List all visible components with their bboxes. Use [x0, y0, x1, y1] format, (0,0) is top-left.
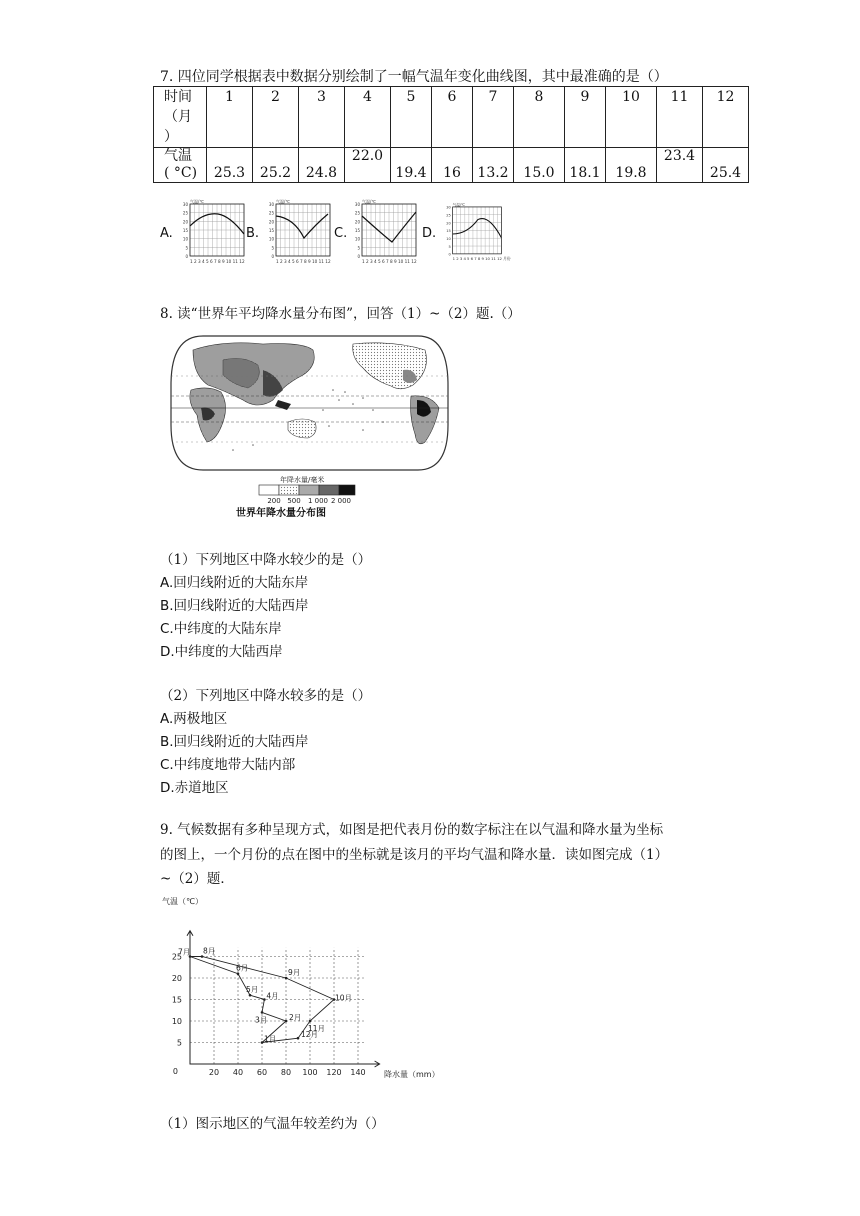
q8-sub1-option-c[interactable]: C.中纬度的大陆东岸: [160, 621, 282, 637]
option-c-label[interactable]: C.: [334, 226, 348, 241]
q9-para-line-3: ~（2）题．: [160, 871, 234, 887]
month-value: 11: [670, 89, 689, 105]
mini-ytick: 10: [268, 236, 274, 242]
month-point-label: 9月: [288, 968, 301, 977]
temp-label-unit: ( °C): [164, 165, 198, 181]
x-tick-label: 20: [208, 1068, 220, 1077]
q8-sub1-option-d[interactable]: D.中纬度的大陆西岸: [160, 644, 283, 660]
q8-sub1-option-b[interactable]: B.回归线附近的大陆西岸: [160, 598, 309, 614]
temp-value: 18.1: [569, 165, 601, 181]
mini-ytick: 15: [182, 228, 188, 233]
x-tick-label: 80: [280, 1068, 292, 1077]
temp-cell-5: [391, 148, 432, 183]
option-d-label[interactable]: D.: [422, 226, 437, 241]
mini-ylabel: 气温/℃: [362, 199, 376, 204]
month-point-label: 12月: [301, 1030, 319, 1040]
mini-ytick: 5: [448, 244, 451, 249]
month-value: 2: [271, 89, 280, 105]
legend-swatch-3: [299, 485, 319, 495]
legend-swatch-4: [319, 485, 339, 495]
month-value: 10: [622, 89, 640, 105]
temp-value: 13.2: [477, 165, 509, 181]
y-tick-label: 15: [171, 995, 182, 1005]
month-cell-3: [299, 87, 345, 148]
temp-value: 25.2: [259, 165, 292, 181]
month-point-label: 2月: [289, 1013, 302, 1022]
question-8-title: 8. 读“世界年平均降水量分布图”，回答（1）~（2）题.（）: [160, 306, 521, 322]
climate-scatter-chart: [160, 892, 440, 1086]
temp-cell-1: [207, 148, 253, 183]
option-d-chart[interactable]: [440, 198, 514, 270]
month-point: [263, 998, 266, 1001]
mini-ytick: 25: [446, 213, 451, 218]
month-value: 7: [488, 89, 498, 105]
mini-xticks: 1 2 3 4 5 6 7 8 9 10 11 12: [276, 259, 331, 264]
month-point-label: 8月: [203, 946, 216, 956]
mini-ytick: 10: [354, 236, 360, 242]
option-b-chart[interactable]: [262, 198, 336, 270]
mini-ytick: 15: [268, 228, 274, 233]
q8-sub2-option-c[interactable]: C.中纬度地带大陆内部: [160, 757, 296, 773]
table-header-time: [154, 87, 207, 148]
month-point: [261, 1011, 264, 1014]
q8-sub2-option-d[interactable]: D.赤道地区: [160, 780, 229, 796]
x-tick-label: 140: [350, 1068, 366, 1077]
y-tick-label: 5: [176, 1038, 182, 1048]
mini-ytick: 15: [446, 229, 451, 234]
mini-ylabel: 气温/℃: [452, 203, 466, 208]
mini-ylabel: 气温/℃: [276, 199, 290, 204]
mini-ytick: 30: [446, 205, 451, 210]
mini-temperature-curve: [276, 214, 328, 238]
mini-ytick: 5: [357, 245, 360, 251]
month-cell-2: [253, 87, 299, 148]
option-a-label[interactable]: A.: [160, 226, 173, 241]
month-cell-1: [207, 87, 253, 148]
temp-value: 25.3: [213, 165, 246, 181]
temp-cell-6: [432, 148, 473, 183]
chart-xlabel: 降水量（mm）: [384, 1070, 440, 1079]
month-cell-5: [391, 87, 432, 148]
q8-sub2-option-b[interactable]: B.回归线附近的大陆西岸: [160, 734, 309, 750]
table-header-temp: [154, 148, 207, 183]
x-tick-label: 120: [326, 1068, 342, 1077]
chart-ylabel: 气温（℃）: [162, 897, 203, 906]
mini-ytick: 10: [446, 237, 451, 242]
month-value: 1: [225, 89, 234, 105]
temp-value: 23.4: [663, 148, 696, 164]
temp-cell-8: [514, 148, 565, 183]
month-point-label: 11月: [308, 1024, 326, 1033]
month-point: [297, 1037, 300, 1040]
q9-sub1-question: （1）图示地区的气温年较差约为（）: [160, 1116, 385, 1132]
month-value: 9: [580, 89, 590, 105]
month-value: 4: [363, 89, 372, 105]
y-tick-label: 25: [171, 952, 182, 962]
q8-sub2-option-a[interactable]: A.两极地区: [160, 711, 228, 727]
legend-swatch-1: [259, 485, 279, 495]
mini-ytick: 25: [182, 210, 188, 216]
mini-ytick: 20: [268, 219, 274, 225]
mini-ytick: 0: [185, 254, 188, 259]
month-point-label: 4月: [266, 991, 279, 1001]
option-a-chart[interactable]: [176, 198, 250, 270]
mini-ytick: 30: [268, 202, 274, 207]
month-cell-7: [473, 87, 514, 148]
temp-cell-3: [299, 148, 345, 183]
temp-label: 气温: [164, 148, 192, 164]
month-value: 5: [406, 89, 416, 105]
legend-swatch-5: [339, 485, 355, 495]
temp-cell-7: [473, 148, 514, 183]
mini-xticks: 1 2 3 4 5 6 7 8 9 10 11 12: [190, 259, 245, 264]
temp-cell-12: [703, 148, 749, 183]
month-point-label: 7月: [178, 947, 191, 957]
mini-ytick: 10: [182, 236, 188, 242]
mini-ytick: 15: [354, 228, 360, 233]
month-point: [285, 1020, 288, 1023]
question-7-title: 7. 四位同学根据表中数据分别绘制了一幅气温年变化曲线图，其中最准确的是（）: [160, 69, 668, 85]
time-label-close: ）: [164, 129, 178, 145]
month-point: [249, 994, 252, 997]
y-tick-label: 0: [172, 1067, 178, 1076]
month-cell-9: [565, 87, 606, 148]
legend-tick-1000: 1 000: [307, 497, 329, 505]
month-value: 8: [534, 89, 544, 105]
month-value: 6: [447, 89, 457, 105]
temp-value: 22.0: [351, 148, 384, 164]
month-value: 12: [716, 89, 735, 105]
mini-ytick: 20: [182, 219, 188, 225]
temp-value: 19.8: [615, 165, 647, 181]
y-tick-label: 20: [171, 974, 182, 983]
legend-tick-200: 200: [267, 497, 281, 505]
legend-tick-500: 500: [287, 497, 301, 505]
month-value: 3: [317, 89, 326, 105]
mini-ytick: 30: [354, 202, 360, 207]
map-legend-title: 年降水量/毫米: [280, 476, 325, 484]
month-cell-8: [514, 87, 565, 148]
q8-sub1-option-a[interactable]: A.回归线附近的大陆东岸: [160, 575, 309, 591]
month-point: [285, 977, 288, 980]
mini-ylabel: 气温/℃: [190, 199, 204, 204]
legend-swatch-2: [279, 485, 299, 495]
month-cell-4: [345, 87, 391, 148]
temp-cell-9: [565, 148, 606, 183]
month-point-label: 5月: [246, 985, 259, 995]
month-point-label: 6月: [236, 963, 249, 973]
mini-ytick: 25: [268, 210, 274, 216]
month-cell-6: [432, 87, 473, 148]
time-label: 时间: [164, 89, 192, 105]
legend-tick-2000: 2 000: [330, 497, 352, 505]
mini-ytick: 0: [271, 254, 274, 259]
temp-cell-11: [657, 148, 703, 183]
month-point-label: 3月: [255, 1015, 268, 1025]
q9-para-line-1: 9. 气候数据有多种呈现方式，如图是把代表月份的数字标注在以气温和降水量为坐标: [160, 822, 664, 838]
mini-ytick: 30: [182, 202, 188, 207]
month-point: [309, 1020, 312, 1023]
temp-value: 25.4: [709, 165, 742, 181]
mini-ytick: 5: [271, 245, 274, 251]
month-point: [201, 955, 204, 958]
month-cell-10: [606, 87, 657, 148]
mini-ytick: 20: [354, 219, 360, 225]
temp-value: 15.0: [523, 165, 555, 181]
q8-sub1-question: （1）下列地区中降水较少的是（）: [160, 552, 372, 568]
temp-cell-2: [253, 148, 299, 183]
temp-cell-10: [606, 148, 657, 183]
time-label-unit: （月: [164, 109, 192, 125]
map-caption: 世界年降水量分布图: [236, 508, 326, 519]
month-point: [261, 1041, 264, 1044]
month-cell-12: [703, 87, 749, 148]
y-tick-label: 10: [171, 1017, 182, 1026]
mini-ytick: 25: [354, 210, 360, 216]
mini-ytick: 20: [446, 221, 451, 226]
temp-cell-4: [345, 148, 391, 183]
mini-ytick: 0: [448, 252, 451, 257]
month-point-label: 1月: [264, 1034, 277, 1044]
x-tick-label: 60: [256, 1068, 268, 1077]
temperature-table: [153, 86, 749, 183]
q8-sub2-question: （2）下列地区中降水较多的是（）: [160, 688, 372, 704]
mini-xticks: 1 2 3 4 5 6 7 8 9 10 11 12 月份: [452, 256, 511, 262]
mini-xticks: 1 2 3 4 5 6 7 8 9 10 11 12: [362, 259, 417, 264]
temp-value: 16: [443, 165, 461, 181]
month-point: [237, 972, 240, 975]
month-point-label: 10月: [335, 993, 353, 1003]
temp-value: 19.4: [395, 165, 427, 181]
mini-ytick: 0: [357, 254, 360, 259]
x-tick-label: 40: [232, 1068, 244, 1077]
option-b-label[interactable]: B.: [246, 226, 260, 241]
q9-para-line-2: 的图上，一个月份的点在图中的坐标就是该月的平均气温和降水量．读如图完成（1）: [160, 847, 669, 863]
option-c-chart[interactable]: [348, 198, 422, 270]
world-precipitation-map: [163, 330, 458, 520]
mini-ytick: 5: [185, 245, 188, 251]
month-cell-11: [657, 87, 703, 148]
x-tick-label: 100: [302, 1068, 318, 1077]
temp-value: 24.8: [305, 165, 338, 181]
